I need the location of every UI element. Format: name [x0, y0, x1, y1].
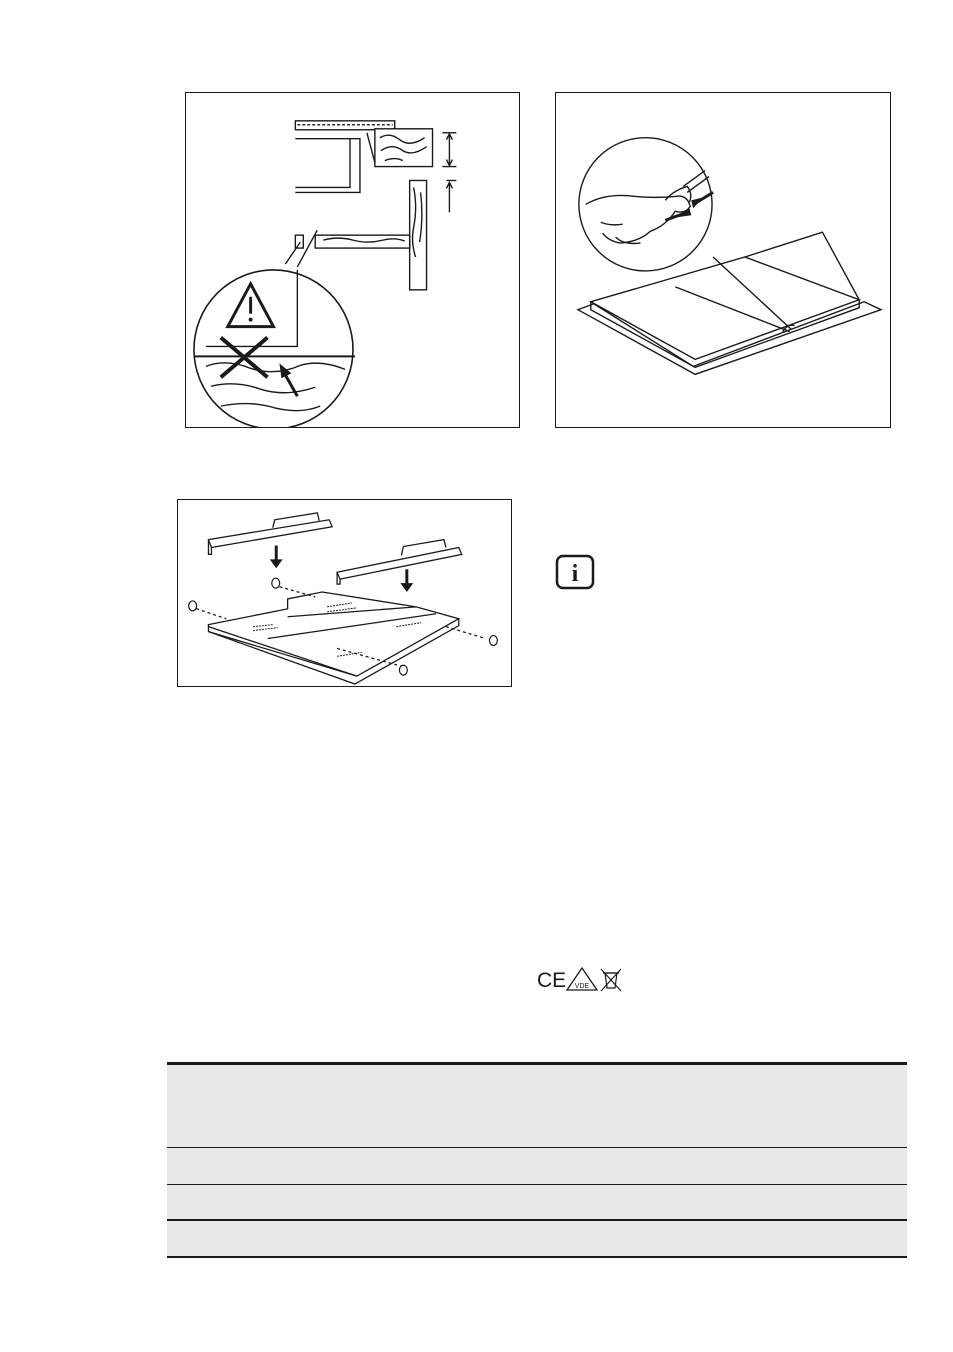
table-row — [167, 1148, 907, 1185]
cutout-illustration — [185, 92, 520, 428]
box-illustration — [177, 499, 512, 687]
table-cell — [627, 1148, 907, 1185]
certification-marks — [535, 966, 625, 992]
table-row — [167, 1220, 907, 1257]
vde-mark-icon — [567, 968, 597, 990]
seal-illustration — [555, 92, 891, 428]
box-drawing — [178, 500, 511, 686]
cutout-drawing — [186, 93, 519, 427]
table-row — [167, 1064, 907, 1148]
table-cell — [167, 1220, 627, 1257]
table-cell — [627, 1220, 907, 1257]
svg-text:VDE: VDE — [574, 983, 590, 990]
table-cell — [167, 1064, 627, 1148]
table-cell — [627, 1064, 907, 1148]
specification-table — [167, 1062, 907, 1258]
info-glyph: i — [571, 561, 579, 587]
info-icon — [555, 554, 595, 590]
warning-inset — [194, 270, 355, 427]
table-cell — [167, 1148, 627, 1185]
table-cell — [627, 1185, 907, 1221]
table-row — [167, 1185, 907, 1221]
table-cell — [167, 1185, 627, 1221]
seal-drawing — [556, 93, 890, 427]
ce-mark-icon: CE — [537, 969, 567, 992]
weee-bin-icon — [601, 969, 621, 991]
